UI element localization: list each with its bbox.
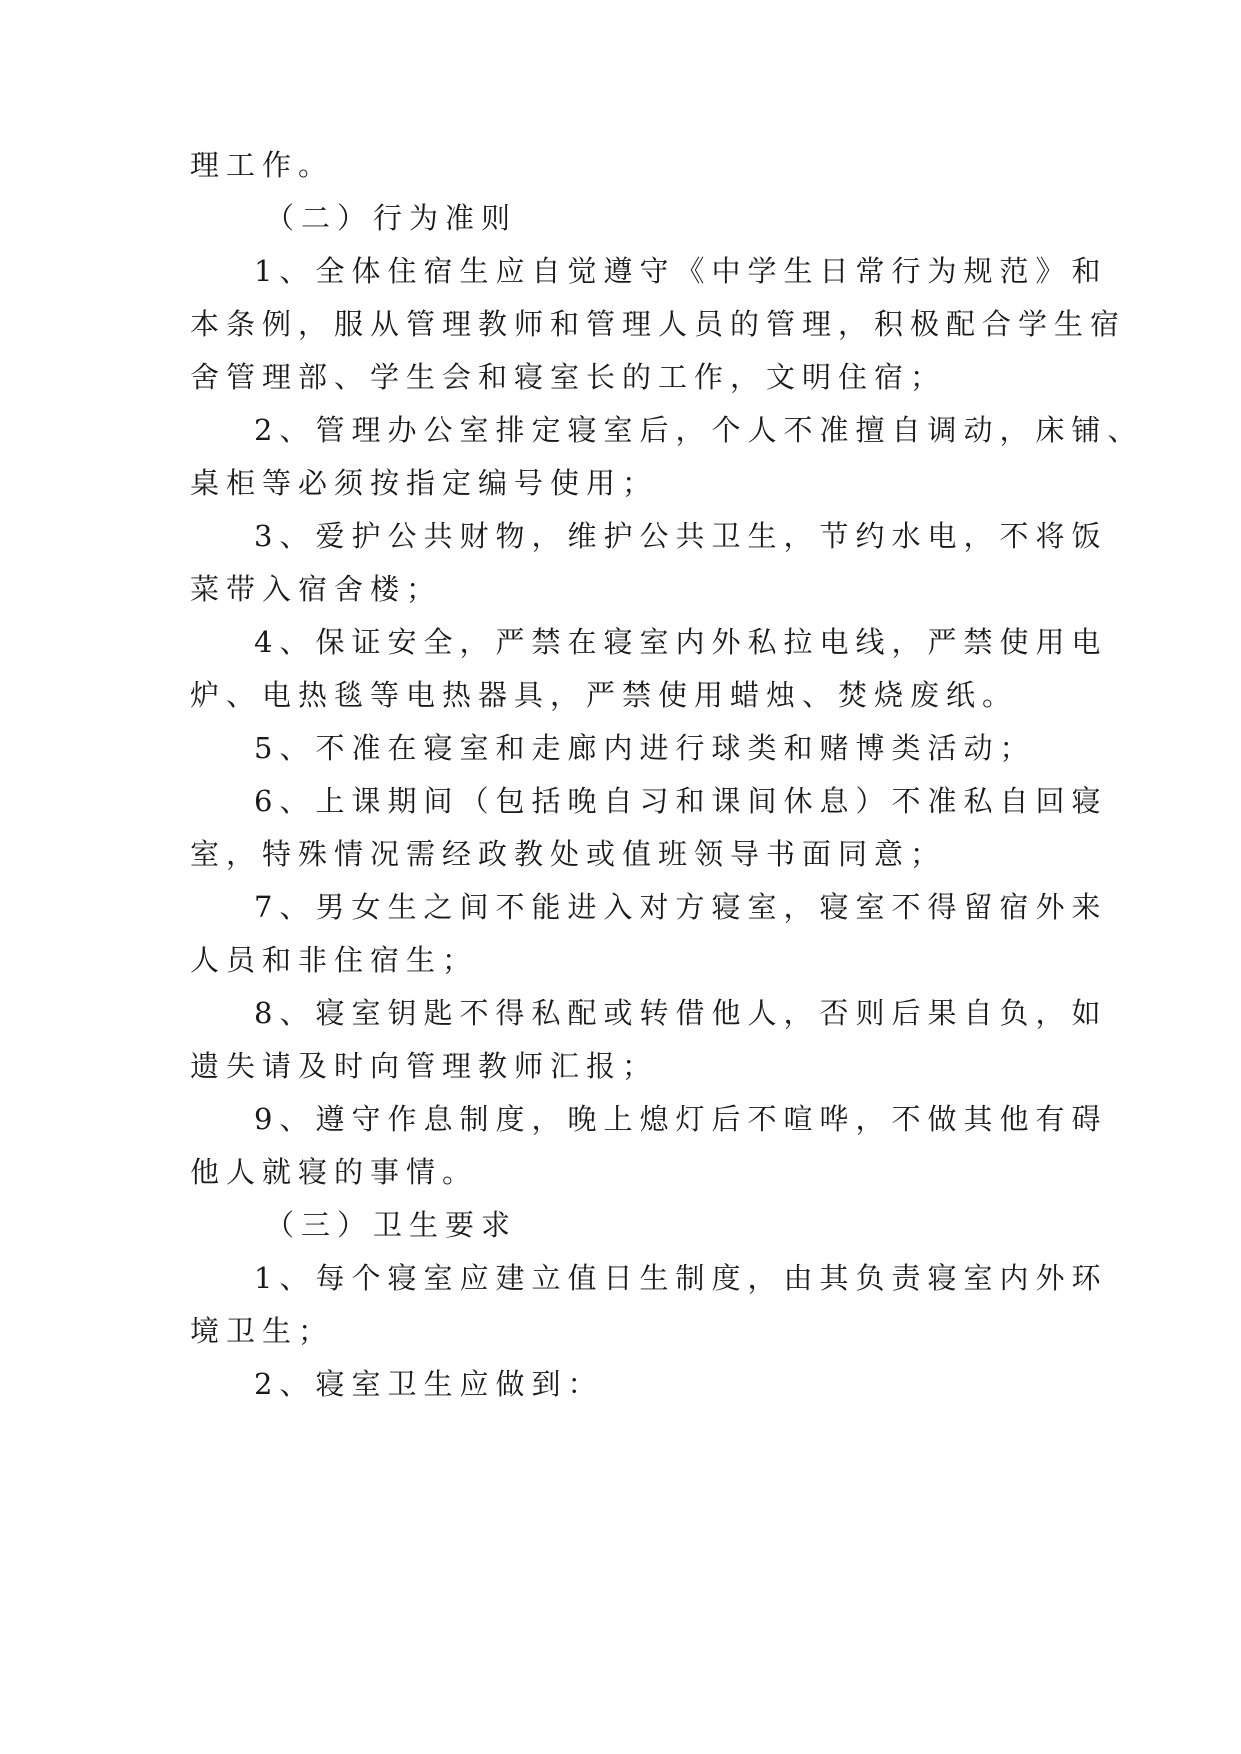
text-line: 他人就寝的事情。 [190,1155,479,1189]
text-line: 4、保证安全，严禁在寝室内外私拉电线，严禁使用电 [254,625,1108,659]
text-line: 舍管理部、学生会和寝室长的工作，文明住宿； [190,360,947,394]
text-line: 菜带入宿舍楼； [190,572,443,606]
text-line: 9、遵守作息制度，晚上熄灯后不喧哗，不做其他有碍 [254,1102,1108,1136]
text-line: 2、管理办公室排定寝室后，个人不准擅自调动，床铺、 [254,413,1144,447]
text-line: 3、爱护公共财物，维护公共卫生，节约水电，不将饭 [254,519,1108,553]
text-line: 6、上课期间（包括晚自习和课间休息）不准私自回寝 [254,784,1108,818]
text-line: 人员和非住宿生； [190,943,479,977]
text-line: 境卫生； [190,1314,335,1348]
text-line: 8、寝室钥匙不得私配或转借他人，否则后果自负，如 [254,996,1108,1030]
text-line: 1、每个寝室应建立值日生制度，由其负责寝室内外环 [254,1261,1108,1295]
text-line: 桌柜等必须按指定编号使用； [190,466,659,500]
text-line: 炉、电热毯等电热器具，严禁使用蜡烛、焚烧废纸。 [190,678,1019,712]
text-line: 遗失请及时向管理教师汇报； [190,1049,659,1083]
text-line: 室，特殊情况需经政教处或值班领导书面同意； [190,837,947,871]
text-line: 理工作。 [190,148,335,182]
section-heading: （三）卫生要求 [265,1208,518,1242]
text-line: 5、不准在寝室和走廊内进行球类和赌博类活动； [254,731,1036,765]
section-heading: （二）行为准则 [265,201,518,235]
text-line: 1、全体住宿生应自觉遵守《中学生日常行为规范》和 [254,254,1108,288]
text-line: 2、寝室卫生应做到： [254,1367,604,1401]
text-line: 7、男女生之间不能进入对方寝室，寝室不得留宿外来 [254,890,1108,924]
text-line: 本条例，服从管理教师和管理人员的管理，积极配合学生宿 [190,307,1127,341]
